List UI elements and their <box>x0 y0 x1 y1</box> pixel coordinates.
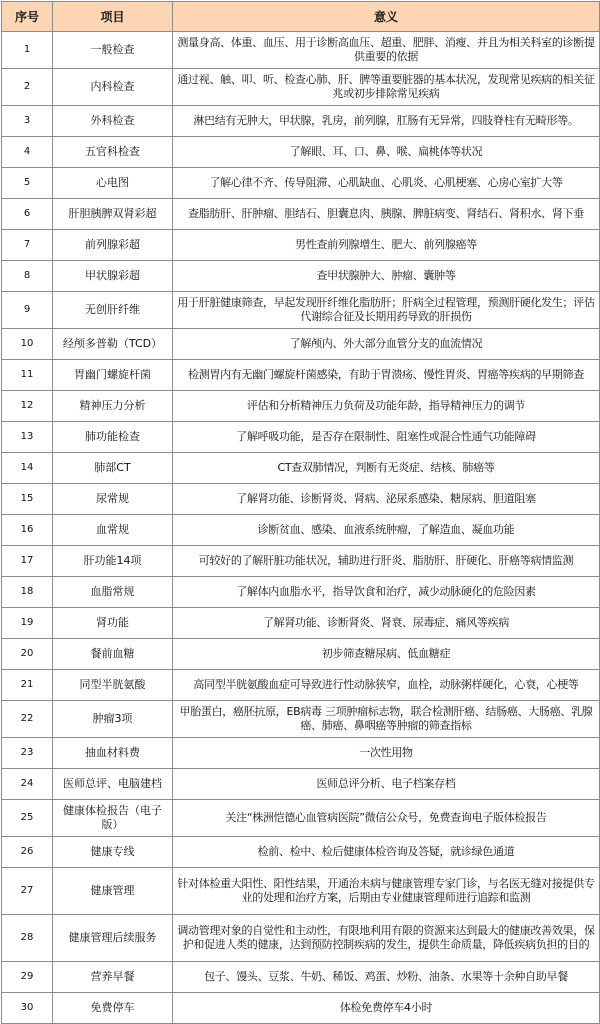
header-item: 项目 <box>53 2 173 32</box>
table-row <box>2 769 600 800</box>
table-row <box>2 32 600 69</box>
row-number: 8 <box>2 261 53 292</box>
table-row <box>2 546 600 577</box>
row-description: 一次性用物 <box>173 738 600 769</box>
table-row <box>2 962 600 993</box>
row-item: 内科检查 <box>53 69 173 106</box>
row-description: 诊断贫血、感染、血液系统肿瘤，了解造血、凝血功能 <box>173 515 600 546</box>
table-row <box>2 701 600 738</box>
row-item: 血脂常规 <box>53 577 173 608</box>
row-item: 经颅多普勒（TCD） <box>53 329 173 360</box>
row-item: 健康管理后续服务 <box>53 915 173 962</box>
row-item: 肾功能 <box>53 608 173 639</box>
row-number: 20 <box>2 639 53 670</box>
row-item: 肿瘤3项 <box>53 701 173 738</box>
row-description: 关注“株洲恺德心血管病医院”微信公众号，免费查询电子版体检报告 <box>173 800 600 837</box>
table-row <box>2 915 600 962</box>
row-number: 3 <box>2 106 53 137</box>
table-row <box>2 868 600 915</box>
table-row <box>2 738 600 769</box>
table-row <box>2 329 600 360</box>
checkup-items-table <box>1 1 600 1024</box>
row-description: 了解眼、耳、口、鼻、喉、扁桃体等状况 <box>173 137 600 168</box>
row-number: 18 <box>2 577 53 608</box>
row-description: 查脂肪肝、肝肿瘤、胆结石、胆囊息肉、胰腺、脾脏病变、肾结石、肾积水、肾下垂 <box>173 199 600 230</box>
row-number: 9 <box>2 292 53 329</box>
row-description: 针对体检重大阳性、阳性结果，开通治未病与健康管理专家门诊，与名医无缝对接提供专业的处理和治疗方案，后期由专业健康管理师进行追踪和监测 <box>173 868 600 915</box>
row-number: 23 <box>2 738 53 769</box>
row-description: 通过视、触、叩、听、检查心肺、肝、脾等重要脏器的基本状况，发现常见疾病的相关征兆或初步排除常见疾病 <box>173 69 600 106</box>
row-description: 了解肾功能、诊断肾炎、肾衰、尿毒症、痛风等疾病 <box>173 608 600 639</box>
row-item: 健康管理 <box>53 868 173 915</box>
row-description: 体检免费停车4小时 <box>173 993 600 1024</box>
row-item: 抽血材料费 <box>53 738 173 769</box>
row-description: 甲胎蛋白，癌胚抗原，EB病毒 三项肿瘤标志物，联合检测肝癌、结肠癌、大肠癌、乳腺癌、肺癌、鼻咽癌等肿瘤的筛查指标 <box>173 701 600 738</box>
row-number: 30 <box>2 993 53 1024</box>
row-item: 无创肝纤维 <box>53 292 173 329</box>
row-number: 26 <box>2 837 53 868</box>
table-row <box>2 670 600 701</box>
row-description: 检前、检中、检后健康体检咨询及答疑，就诊绿色通道 <box>173 837 600 868</box>
row-description: 了解体内血脂水平，指导饮食和治疗，减少动脉硬化的危险因素 <box>173 577 600 608</box>
row-item: 心电图 <box>53 168 173 199</box>
row-number: 5 <box>2 168 53 199</box>
row-number: 28 <box>2 915 53 962</box>
row-number: 6 <box>2 199 53 230</box>
row-number: 21 <box>2 670 53 701</box>
row-description: 淋巴结有无肿大，甲状腺，乳房，前列腺，肛肠有无异常，四肢脊柱有无畸形等。 <box>173 106 600 137</box>
table-row <box>2 837 600 868</box>
row-item: 五官科检查 <box>53 137 173 168</box>
row-item: 血常规 <box>53 515 173 546</box>
row-item: 免费停车 <box>53 993 173 1024</box>
row-number: 19 <box>2 608 53 639</box>
table-row <box>2 106 600 137</box>
row-item: 餐前血糖 <box>53 639 173 670</box>
row-item: 健康专线 <box>53 837 173 868</box>
row-number: 25 <box>2 800 53 837</box>
table-row <box>2 199 600 230</box>
row-description: 包子、馒头、豆浆、牛奶、稀饭、鸡蛋、炒粉、油条、水果等十余种自助早餐 <box>173 962 600 993</box>
row-description: 检测胃内有无幽门螺旋杆菌感染，有助于胃溃疡、慢性胃炎、胃癌等疾病的早期筛查 <box>173 360 600 391</box>
row-number: 4 <box>2 137 53 168</box>
row-item: 外科检查 <box>53 106 173 137</box>
table-row <box>2 292 600 329</box>
header-no: 序号 <box>2 2 53 32</box>
row-description: 可较好的了解肝脏功能状况，辅助进行肝炎、脂肪肝、肝硬化、肝癌等病情监测 <box>173 546 600 577</box>
row-description: 医师总评分析、电子档案存档 <box>173 769 600 800</box>
table-header-row <box>2 2 600 32</box>
row-item: 前列腺彩超 <box>53 230 173 261</box>
row-item: 肺功能检查 <box>53 422 173 453</box>
table-row <box>2 608 600 639</box>
row-number: 29 <box>2 962 53 993</box>
row-item: 营养早餐 <box>53 962 173 993</box>
table-row <box>2 261 600 292</box>
table-row <box>2 453 600 484</box>
row-item: 肝胆胰脾双肾彩超 <box>53 199 173 230</box>
table-row <box>2 639 600 670</box>
row-description: 男性查前列腺增生、肥大、前列腺癌等 <box>173 230 600 261</box>
table-row <box>2 137 600 168</box>
row-description: 用于肝脏健康筛查，早起发现肝纤维化脂肪肝；肝病全过程管理，预测肝硬化发生；评估代谢综合征及长期用药导致的肝损伤 <box>173 292 600 329</box>
table-row <box>2 360 600 391</box>
row-number: 2 <box>2 69 53 106</box>
row-description: 了解肾功能、诊断肾炎、肾病、泌尿系感染、糖尿病、胆道阻塞 <box>173 484 600 515</box>
row-description: 了解颅内、外大部分血管分支的血流情况 <box>173 329 600 360</box>
row-item: 尿常规 <box>53 484 173 515</box>
table-row <box>2 168 600 199</box>
row-item: 一般检查 <box>53 32 173 69</box>
table-row <box>2 230 600 261</box>
table-row <box>2 515 600 546</box>
row-number: 13 <box>2 422 53 453</box>
row-number: 27 <box>2 868 53 915</box>
table-row <box>2 577 600 608</box>
row-item: 同型半胱氨酸 <box>53 670 173 701</box>
row-item: 肺部CT <box>53 453 173 484</box>
row-number: 24 <box>2 769 53 800</box>
row-item: 甲状腺彩超 <box>53 261 173 292</box>
row-description: 查甲状腺肿大、肿瘤、囊肿等 <box>173 261 600 292</box>
row-number: 15 <box>2 484 53 515</box>
row-item: 胃幽门螺旋杆菌 <box>53 360 173 391</box>
table-row <box>2 391 600 422</box>
row-description: 高同型半胱氨酸血症可导致进行性动脉狭窄，血栓，动脉粥样硬化，心衰，心梗等 <box>173 670 600 701</box>
row-number: 11 <box>2 360 53 391</box>
row-number: 17 <box>2 546 53 577</box>
row-item: 健康体检报告（电子版） <box>53 800 173 837</box>
table-row <box>2 422 600 453</box>
row-number: 22 <box>2 701 53 738</box>
table-row <box>2 484 600 515</box>
row-description: 初步筛查糖尿病、低血糖症 <box>173 639 600 670</box>
row-number: 10 <box>2 329 53 360</box>
header-desc: 意义 <box>173 2 600 32</box>
row-description: 了解呼吸功能，是否存在限制性、阻塞性或混合性通气功能障碍 <box>173 422 600 453</box>
row-description: 调动管理对象的自觉性和主动性，有限地利用有限的资源来达到最大的健康改善效果，保护和促进人类的健康，达到预防控制疾病的发生，提供生命质量，降低疾病负担的目的 <box>173 915 600 962</box>
row-description: 了解心律不齐、传导阻滞、心肌缺血、心肌炎、心肌梗塞、心房心室扩大等 <box>173 168 600 199</box>
row-number: 12 <box>2 391 53 422</box>
row-item: 医师总评、电脑建档 <box>53 769 173 800</box>
row-number: 7 <box>2 230 53 261</box>
row-description: 评估和分析精神压力负荷及功能年龄，指导精神压力的调节 <box>173 391 600 422</box>
row-number: 1 <box>2 32 53 69</box>
table-row <box>2 69 600 106</box>
row-number: 14 <box>2 453 53 484</box>
row-item: 精神压力分析 <box>53 391 173 422</box>
table-row <box>2 993 600 1024</box>
row-number: 16 <box>2 515 53 546</box>
row-description: CT查双肺情况，判断有无炎症、结核、肺癌等 <box>173 453 600 484</box>
row-description: 测量身高、体重、血压、用于诊断高血压、超重、肥胖、消瘦、并且为相关科室的诊断提供重要的依据 <box>173 32 600 69</box>
row-item: 肝功能14项 <box>53 546 173 577</box>
table-row <box>2 800 600 837</box>
